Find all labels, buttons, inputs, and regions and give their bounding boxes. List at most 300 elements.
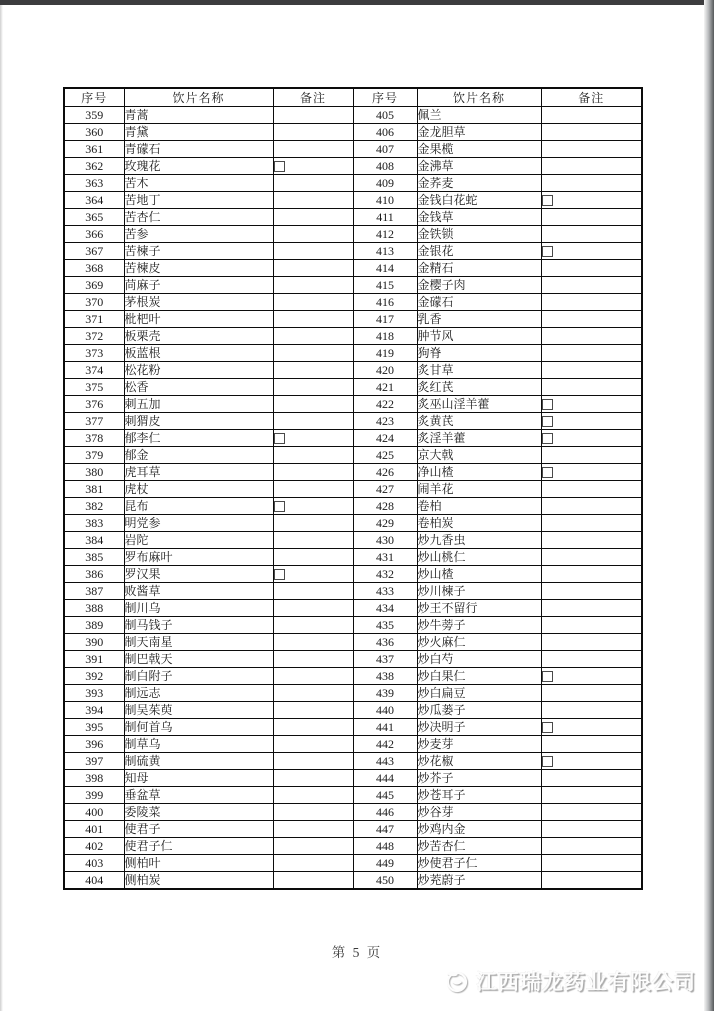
- remark-cell: [541, 838, 642, 855]
- checkbox-icon: [542, 756, 553, 767]
- herb-name: 苦木: [124, 175, 273, 192]
- remark-cell: [273, 719, 353, 736]
- serial-number: 391: [64, 651, 124, 668]
- herb-name: 炒苍耳子: [417, 787, 541, 804]
- herb-name: 郁金: [124, 447, 273, 464]
- checkbox-icon: [542, 722, 553, 733]
- remark-cell: [273, 634, 353, 651]
- herb-name: 苦杏仁: [124, 209, 273, 226]
- remark-cell: [541, 770, 642, 787]
- serial-number: 440: [353, 702, 417, 719]
- remark-cell: [541, 685, 642, 702]
- remark-cell: [273, 481, 353, 498]
- serial-number: 367: [64, 243, 124, 260]
- herb-name: 卷柏炭: [417, 515, 541, 532]
- remark-cell: [541, 158, 642, 175]
- serial-number: 445: [353, 787, 417, 804]
- herb-name: 罗汉果: [124, 566, 273, 583]
- herb-name: 炒花椒: [417, 753, 541, 770]
- remark-cell: [273, 804, 353, 821]
- table-row: [64, 685, 642, 702]
- herb-name: 玫瑰花: [124, 158, 273, 175]
- table-row: [64, 651, 642, 668]
- remark-cell: [273, 192, 353, 209]
- table-row: [64, 787, 642, 804]
- herb-name: 佩兰: [417, 107, 541, 124]
- herb-name: 炙淫羊藿: [417, 430, 541, 447]
- herb-name: 金精石: [417, 260, 541, 277]
- herb-name: 金果榄: [417, 141, 541, 158]
- remark-cell: [273, 311, 353, 328]
- herb-name: 苘麻子: [124, 277, 273, 294]
- remark-cell: [273, 362, 353, 379]
- remark-cell: [273, 821, 353, 838]
- remark-cell: [541, 651, 642, 668]
- herb-name: 松花粉: [124, 362, 273, 379]
- serial-number: 412: [353, 226, 417, 243]
- herb-name: 金荞麦: [417, 175, 541, 192]
- herb-name: 松香: [124, 379, 273, 396]
- herb-name: 金樱子肉: [417, 277, 541, 294]
- herb-name: 虎耳草: [124, 464, 273, 481]
- serial-number: 423: [353, 413, 417, 430]
- remark-cell: [541, 413, 642, 430]
- herb-name: 炒瓜蒌子: [417, 702, 541, 719]
- herb-name: 制天南星: [124, 634, 273, 651]
- herb-name: 炒牛蒡子: [417, 617, 541, 634]
- remark-cell: [273, 277, 353, 294]
- serial-number: 422: [353, 396, 417, 413]
- remark-cell: [541, 447, 642, 464]
- herb-name: 侧柏炭: [124, 872, 273, 890]
- remark-cell: [273, 345, 353, 362]
- herb-name: 苦地丁: [124, 192, 273, 209]
- serial-number: 377: [64, 413, 124, 430]
- remark-cell: [541, 872, 642, 890]
- herb-name: 板蓝根: [124, 345, 273, 362]
- serial-number: 372: [64, 328, 124, 345]
- remark-cell: [273, 413, 353, 430]
- table-row: [64, 566, 642, 583]
- serial-number: 397: [64, 753, 124, 770]
- remark-cell: [273, 260, 353, 277]
- remark-cell: [541, 736, 642, 753]
- remark-cell: [273, 209, 353, 226]
- remark-cell: [541, 821, 642, 838]
- herb-name: 垂盆草: [124, 787, 273, 804]
- table-row: [64, 362, 642, 379]
- serial-number: 392: [64, 668, 124, 685]
- remark-cell: [273, 855, 353, 872]
- serial-number: 449: [353, 855, 417, 872]
- herb-name: 肿节风: [417, 328, 541, 345]
- table-row: [64, 328, 642, 345]
- serial-number: 369: [64, 277, 124, 294]
- table-row: [64, 668, 642, 685]
- herb-name: 狗脊: [417, 345, 541, 362]
- herb-name: 金铁锁: [417, 226, 541, 243]
- herb-name: 炒决明子: [417, 719, 541, 736]
- remark-cell: [541, 175, 642, 192]
- remark-cell: [273, 107, 353, 124]
- herb-name: 卷柏: [417, 498, 541, 515]
- serial-number: 415: [353, 277, 417, 294]
- serial-number: 432: [353, 566, 417, 583]
- remark-cell: [541, 481, 642, 498]
- serial-number: 366: [64, 226, 124, 243]
- remark-cell: [273, 651, 353, 668]
- checkbox-icon: [274, 161, 285, 172]
- remark-cell: [541, 719, 642, 736]
- herb-name: 侧柏叶: [124, 855, 273, 872]
- herb-name: 刺猬皮: [124, 413, 273, 430]
- table-row: [64, 396, 642, 413]
- serial-number: 380: [64, 464, 124, 481]
- serial-number: 383: [64, 515, 124, 532]
- serial-number: 375: [64, 379, 124, 396]
- remark-cell: [541, 855, 642, 872]
- serial-number: 378: [64, 430, 124, 447]
- serial-number: 448: [353, 838, 417, 855]
- herb-name: 刺五加: [124, 396, 273, 413]
- remark-cell: [541, 277, 642, 294]
- table-row: [64, 277, 642, 294]
- herb-name: 制草乌: [124, 736, 273, 753]
- herb-name: 茅根炭: [124, 294, 273, 311]
- remark-cell: [273, 328, 353, 345]
- table-row: [64, 600, 642, 617]
- company-name: 江西瑞龙药业有限公司: [476, 970, 696, 994]
- remark-cell: [273, 838, 353, 855]
- remark-cell: [273, 141, 353, 158]
- herb-name: 炒芥子: [417, 770, 541, 787]
- remark-cell: [541, 396, 642, 413]
- serial-number: 361: [64, 141, 124, 158]
- serial-number: 417: [353, 311, 417, 328]
- serial-number: 441: [353, 719, 417, 736]
- remark-cell: [541, 515, 642, 532]
- herb-name: 炒王不留行: [417, 600, 541, 617]
- herb-name: 青黛: [124, 124, 273, 141]
- remark-cell: [273, 243, 353, 260]
- table-row: [64, 617, 642, 634]
- herb-name: 郁李仁: [124, 430, 273, 447]
- serial-number: 443: [353, 753, 417, 770]
- checkbox-icon: [542, 671, 553, 682]
- herb-name: 炒白果仁: [417, 668, 541, 685]
- herb-name: 虎杖: [124, 481, 273, 498]
- table-row: [64, 736, 642, 753]
- herb-name: 昆布: [124, 498, 273, 515]
- herb-name: 炒白扁豆: [417, 685, 541, 702]
- remark-cell: [541, 124, 642, 141]
- serial-number: 446: [353, 804, 417, 821]
- checkbox-icon: [542, 246, 553, 257]
- table-row: [64, 294, 642, 311]
- remark-cell: [541, 668, 642, 685]
- remark-cell: [541, 804, 642, 821]
- remark-cell: [541, 498, 642, 515]
- remark-cell: [273, 583, 353, 600]
- remark-cell: [541, 430, 642, 447]
- company-logo-icon: [444, 968, 470, 994]
- remark-cell: [273, 379, 353, 396]
- table-row: [64, 498, 642, 515]
- column-header-no-right: 序号: [353, 88, 417, 107]
- table-row: [64, 770, 642, 787]
- serial-number: 362: [64, 158, 124, 175]
- serial-number: 430: [353, 532, 417, 549]
- serial-number: 420: [353, 362, 417, 379]
- checkbox-icon: [274, 501, 285, 512]
- serial-number: 396: [64, 736, 124, 753]
- table-row: [64, 447, 642, 464]
- checkbox-icon: [542, 416, 553, 427]
- column-header-no-left: 序号: [64, 88, 124, 107]
- remark-cell: [541, 532, 642, 549]
- serial-number: 439: [353, 685, 417, 702]
- remark-cell: [273, 515, 353, 532]
- serial-number: 408: [353, 158, 417, 175]
- herb-name: 制硫黄: [124, 753, 273, 770]
- table-row: [64, 821, 642, 838]
- page-edge-shadow: [704, 0, 714, 1011]
- herb-name: 金银花: [417, 243, 541, 260]
- serial-number: 402: [64, 838, 124, 855]
- remark-cell: [541, 787, 642, 804]
- table-row: [64, 311, 642, 328]
- serial-number: 442: [353, 736, 417, 753]
- table-row: [64, 702, 642, 719]
- serial-number: 435: [353, 617, 417, 634]
- serial-number: 393: [64, 685, 124, 702]
- table-row: [64, 124, 642, 141]
- column-header-name-right: 饮片名称: [417, 88, 541, 107]
- herb-name: 金沸草: [417, 158, 541, 175]
- herb-name: 炒麦芽: [417, 736, 541, 753]
- column-header-note-right: 备注: [541, 88, 642, 107]
- serial-number: 426: [353, 464, 417, 481]
- serial-number: 368: [64, 260, 124, 277]
- remark-cell: [273, 600, 353, 617]
- serial-number: 359: [64, 107, 124, 124]
- herb-name: 炒川楝子: [417, 583, 541, 600]
- remark-cell: [541, 600, 642, 617]
- table-row: [64, 481, 642, 498]
- remark-cell: [541, 617, 642, 634]
- serial-number: 405: [353, 107, 417, 124]
- remark-cell: [273, 175, 353, 192]
- serial-number: 438: [353, 668, 417, 685]
- table-row: [64, 838, 642, 855]
- checkbox-icon: [542, 467, 553, 478]
- serial-number: 416: [353, 294, 417, 311]
- table-row: [64, 515, 642, 532]
- remark-cell: [273, 668, 353, 685]
- remark-cell: [273, 566, 353, 583]
- remark-cell: [541, 260, 642, 277]
- herb-name: 制何首乌: [124, 719, 273, 736]
- serial-number: 371: [64, 311, 124, 328]
- herb-name: 苦参: [124, 226, 273, 243]
- remark-cell: [273, 617, 353, 634]
- herb-name: 苦楝皮: [124, 260, 273, 277]
- table-row: [64, 719, 642, 736]
- remark-cell: [273, 532, 353, 549]
- table-row: [64, 345, 642, 362]
- remark-cell: [273, 430, 353, 447]
- remark-cell: [273, 158, 353, 175]
- serial-number: 425: [353, 447, 417, 464]
- remark-cell: [273, 736, 353, 753]
- checkbox-icon: [274, 569, 285, 580]
- table-row: [64, 430, 642, 447]
- serial-number: 431: [353, 549, 417, 566]
- remark-cell: [273, 124, 353, 141]
- herb-name: 炒谷芽: [417, 804, 541, 821]
- herb-name: 知母: [124, 770, 273, 787]
- herb-list-table: [63, 87, 643, 890]
- herb-name: 炒鸡内金: [417, 821, 541, 838]
- herb-name: 炒使君子仁: [417, 855, 541, 872]
- herb-name: 净山楂: [417, 464, 541, 481]
- herb-name: 金钱草: [417, 209, 541, 226]
- table-row: [64, 634, 642, 651]
- serial-number: 395: [64, 719, 124, 736]
- checkbox-icon: [542, 195, 553, 206]
- remark-cell: [541, 311, 642, 328]
- serial-number: 418: [353, 328, 417, 345]
- table-row: [64, 192, 642, 209]
- serial-number: 389: [64, 617, 124, 634]
- serial-number: 364: [64, 192, 124, 209]
- serial-number: 376: [64, 396, 124, 413]
- table-row: [64, 107, 642, 124]
- company-watermark: [444, 966, 696, 996]
- remark-cell: [541, 328, 642, 345]
- serial-number: 360: [64, 124, 124, 141]
- serial-number: 373: [64, 345, 124, 362]
- herb-name: 使君子: [124, 821, 273, 838]
- herb-name: 炒茺蔚子: [417, 872, 541, 890]
- herb-name: 金钱白花蛇: [417, 192, 541, 209]
- remark-cell: [273, 447, 353, 464]
- serial-number: 363: [64, 175, 124, 192]
- remark-cell: [273, 872, 353, 890]
- column-header-note-left: 备注: [273, 88, 353, 107]
- herb-name: 岩陀: [124, 532, 273, 549]
- herb-name: 京大戟: [417, 447, 541, 464]
- herb-name: 炙甘草: [417, 362, 541, 379]
- serial-number: 388: [64, 600, 124, 617]
- table-row: [64, 804, 642, 821]
- checkbox-icon: [274, 433, 285, 444]
- herb-name: 炒山楂: [417, 566, 541, 583]
- serial-number: 436: [353, 634, 417, 651]
- table-row: [64, 379, 642, 396]
- table-row: [64, 753, 642, 770]
- herb-name: 金龙胆草: [417, 124, 541, 141]
- table-row: [64, 158, 642, 175]
- serial-number: 407: [353, 141, 417, 158]
- serial-number: 421: [353, 379, 417, 396]
- serial-number: 433: [353, 583, 417, 600]
- herb-name: 制远志: [124, 685, 273, 702]
- serial-number: 400: [64, 804, 124, 821]
- herb-name: 委陵菜: [124, 804, 273, 821]
- top-border-bar: [0, 0, 714, 5]
- remark-cell: [541, 549, 642, 566]
- table-row: [64, 872, 642, 890]
- serial-number: 434: [353, 600, 417, 617]
- table-row: [64, 549, 642, 566]
- herb-name: 炙巫山淫羊藿: [417, 396, 541, 413]
- herb-name: 使君子仁: [124, 838, 273, 855]
- herb-name: 制吴茱萸: [124, 702, 273, 719]
- serial-number: 427: [353, 481, 417, 498]
- column-header-name-left: 饮片名称: [124, 88, 273, 107]
- herb-name: 板栗壳: [124, 328, 273, 345]
- serial-number: 409: [353, 175, 417, 192]
- remark-cell: [541, 362, 642, 379]
- serial-number: 379: [64, 447, 124, 464]
- herb-name: 青蒿: [124, 107, 273, 124]
- serial-number: 384: [64, 532, 124, 549]
- serial-number: 411: [353, 209, 417, 226]
- remark-cell: [541, 566, 642, 583]
- serial-number: 385: [64, 549, 124, 566]
- herb-name: 炒山桃仁: [417, 549, 541, 566]
- herb-name: 制白附子: [124, 668, 273, 685]
- checkbox-icon: [542, 433, 553, 444]
- table-row: [64, 583, 642, 600]
- remark-cell: [541, 192, 642, 209]
- remark-cell: [541, 634, 642, 651]
- serial-number: 403: [64, 855, 124, 872]
- table-row: [64, 175, 642, 192]
- herb-name: 闹羊花: [417, 481, 541, 498]
- serial-number: 399: [64, 787, 124, 804]
- remark-cell: [273, 549, 353, 566]
- remark-cell: [541, 702, 642, 719]
- table-row: [64, 243, 642, 260]
- herb-name: 炒苦杏仁: [417, 838, 541, 855]
- serial-number: 390: [64, 634, 124, 651]
- serial-number: 419: [353, 345, 417, 362]
- remark-cell: [541, 294, 642, 311]
- serial-number: 387: [64, 583, 124, 600]
- table-row: [64, 209, 642, 226]
- table-row: [64, 141, 642, 158]
- serial-number: 444: [353, 770, 417, 787]
- herb-name: 制巴戟天: [124, 651, 273, 668]
- serial-number: 410: [353, 192, 417, 209]
- serial-number: 447: [353, 821, 417, 838]
- herb-name: 青礞石: [124, 141, 273, 158]
- serial-number: 428: [353, 498, 417, 515]
- serial-number: 386: [64, 566, 124, 583]
- remark-cell: [541, 141, 642, 158]
- herb-name: 枇杷叶: [124, 311, 273, 328]
- serial-number: 370: [64, 294, 124, 311]
- remark-cell: [541, 583, 642, 600]
- remark-cell: [273, 685, 353, 702]
- herb-name: 炒白芍: [417, 651, 541, 668]
- remark-cell: [541, 243, 642, 260]
- herb-name: 罗布麻叶: [124, 549, 273, 566]
- herb-name: 败酱草: [124, 583, 273, 600]
- remark-cell: [541, 209, 642, 226]
